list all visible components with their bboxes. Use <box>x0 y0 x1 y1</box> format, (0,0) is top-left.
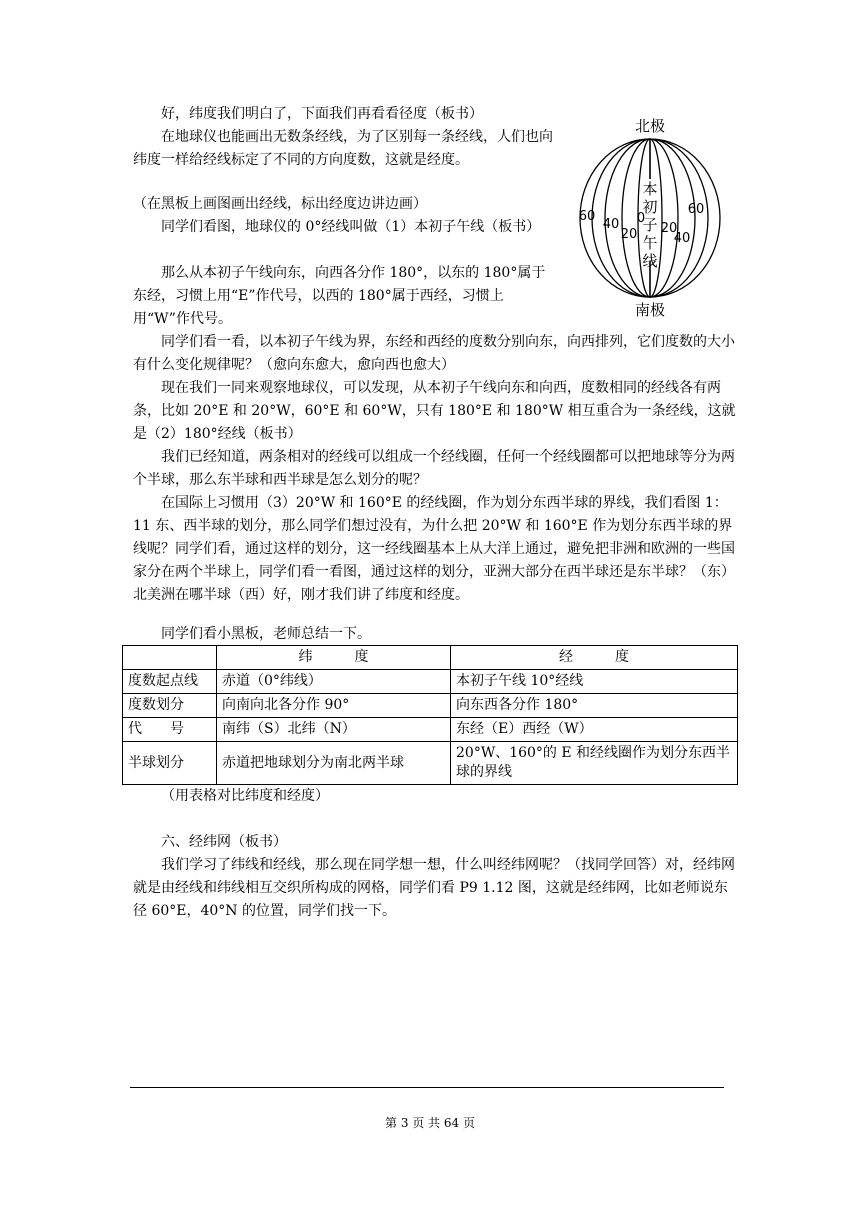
globe-char: 子 <box>642 216 658 234</box>
paragraph-summary-intro: 同学们看小黑板，老师总结一下。 <box>161 626 371 642</box>
globe-char: 线 <box>642 252 658 270</box>
table-row <box>123 742 738 785</box>
paragraph-meridians: 在地球仪也能画出无数条经线，为了区别每一条经线，人们也向纬度一样给经线标定了不同的方向度数，这就是经度。 <box>133 129 553 168</box>
page-footer: 第 3 页 共 64 页 <box>385 1116 475 1130</box>
globe-north-label: 北极 <box>634 117 666 135</box>
globe-south-label: 南极 <box>634 301 666 319</box>
table-cell: 代 号 <box>123 718 217 742</box>
globe-char: 本 <box>642 180 658 198</box>
globe-deg-label: 40 <box>673 231 691 246</box>
table-cell: 度数起点线 <box>123 670 217 694</box>
table-cell <box>123 646 217 670</box>
table-caption: （用表格对比纬度和经度） <box>161 788 329 804</box>
table-row <box>123 670 738 694</box>
paragraph-east-west: 那么从本初子午线向东，向西各分作 180°，以东的 180°属于东经，习惯上用“E”作代号，以西的 180°属于西经，习惯上用“W”作代号。 <box>133 265 546 327</box>
footer-divider <box>130 1087 724 1088</box>
table-header-latitude: 纬 度 <box>217 646 451 670</box>
table-cell: 向南向北各分作 90° <box>217 694 451 718</box>
paragraph-hemisphere-division: 在国际上习惯用（3）20°W 和 160°E 的经线圈，作为划分东西半球的界线，我们看图 1：11 东、西半球的划分，那么同学们想过没有，为什么把 20°W 和 160°E 作为划分东西半球的界线呢？同学们看，通过这样的划分，这一经线圈基本上从大洋上通过，避免把非洲和欧洲的一些国家分在两个半球上，同学们看一看图，通过这样的划分，亚洲大部分在西半球还是东半球？（东）北美洲在哪半球（西）好，刚才我们讲了纬度和经度。 <box>133 495 735 603</box>
table-cell: 度数划分 <box>123 694 217 718</box>
paragraph-degree-rule: 同学们看一看，以本初子午线为界，东经和西经的度数分别向东，向西排列，它们度数的大小有什么变化规律呢？（愈向东愈大，愈向西也愈大） <box>133 334 735 373</box>
globe-zero-label: 0 <box>636 211 646 226</box>
table-cell: 半球划分 <box>123 742 217 785</box>
table-header-longitude: 经 度 <box>451 646 738 670</box>
globe-deg-label: 60 <box>578 209 596 224</box>
table-cell: 本初子午线 10°经线 <box>451 670 738 694</box>
section-heading: 六、经纬网（板书） <box>161 834 287 850</box>
globe-deg-label: 20 <box>620 227 638 242</box>
table-cell: 向东西各分作 180° <box>451 694 738 718</box>
comparison-table <box>122 645 738 785</box>
globe-char: 午 <box>642 234 658 252</box>
table-header-row <box>123 646 738 670</box>
globe-deg-label: 20 <box>660 221 678 236</box>
table-cell: 东经（E）西经（W） <box>451 718 738 742</box>
paragraph-intro: 好，纬度我们明白了，下面我们再看看径度（板书） <box>161 106 483 122</box>
paragraph-graticule: 我们学习了纬线和经线，那么现在同学想一想，什么叫经纬网呢？（找同学回答）对，经纬网就是由经线和纬线相互交织所构成的网格，同学们看 P9 1.12 图，这就是经纬网，比如老师说东径 60°E，40°N 的位置，同学们找一下。 <box>133 857 735 919</box>
globe-deg-label: 60 <box>687 202 705 217</box>
globe-char: 初 <box>642 198 658 216</box>
paragraph-180-meridian: 现在我们一同来观察地球仪，可以发现，从本初子午线向东和向西，度数相同的经线各有两条，比如 20°E 和 20°W，60°E 和 60°W，只有 180°E 和 180°W 相互重合为一条经线，这就是（2）180°经线（板书） <box>133 380 736 442</box>
paragraph-board-note: （在黑板上画图画出经线，标出经度边讲边画） <box>133 196 427 212</box>
paragraph-prime-meridian: 同学们看图，地球仪的 0°经线叫做（1）本初子午线（板书） <box>161 219 541 235</box>
globe-meridian-diagram <box>565 116 735 321</box>
table-row <box>123 718 738 742</box>
table-cell: 赤道把地球划分为南北两半球 <box>217 742 451 785</box>
table-row <box>123 694 738 718</box>
table-cell: 20°W、160°的 E 和经线圈作为划分东西半球的界线 <box>451 742 738 785</box>
table-cell: 赤道（0°纬线） <box>217 670 451 694</box>
globe-deg-label: 40 <box>602 217 620 232</box>
paragraph-meridian-circle: 我们已经知道，两条相对的经线可以组成一个经线圈，任何一个经线圈都可以把地球等分为两个半球，那么东半球和西半球是怎么划分的呢？ <box>133 449 735 488</box>
table-cell: 南纬（S）北纬（N） <box>217 718 451 742</box>
